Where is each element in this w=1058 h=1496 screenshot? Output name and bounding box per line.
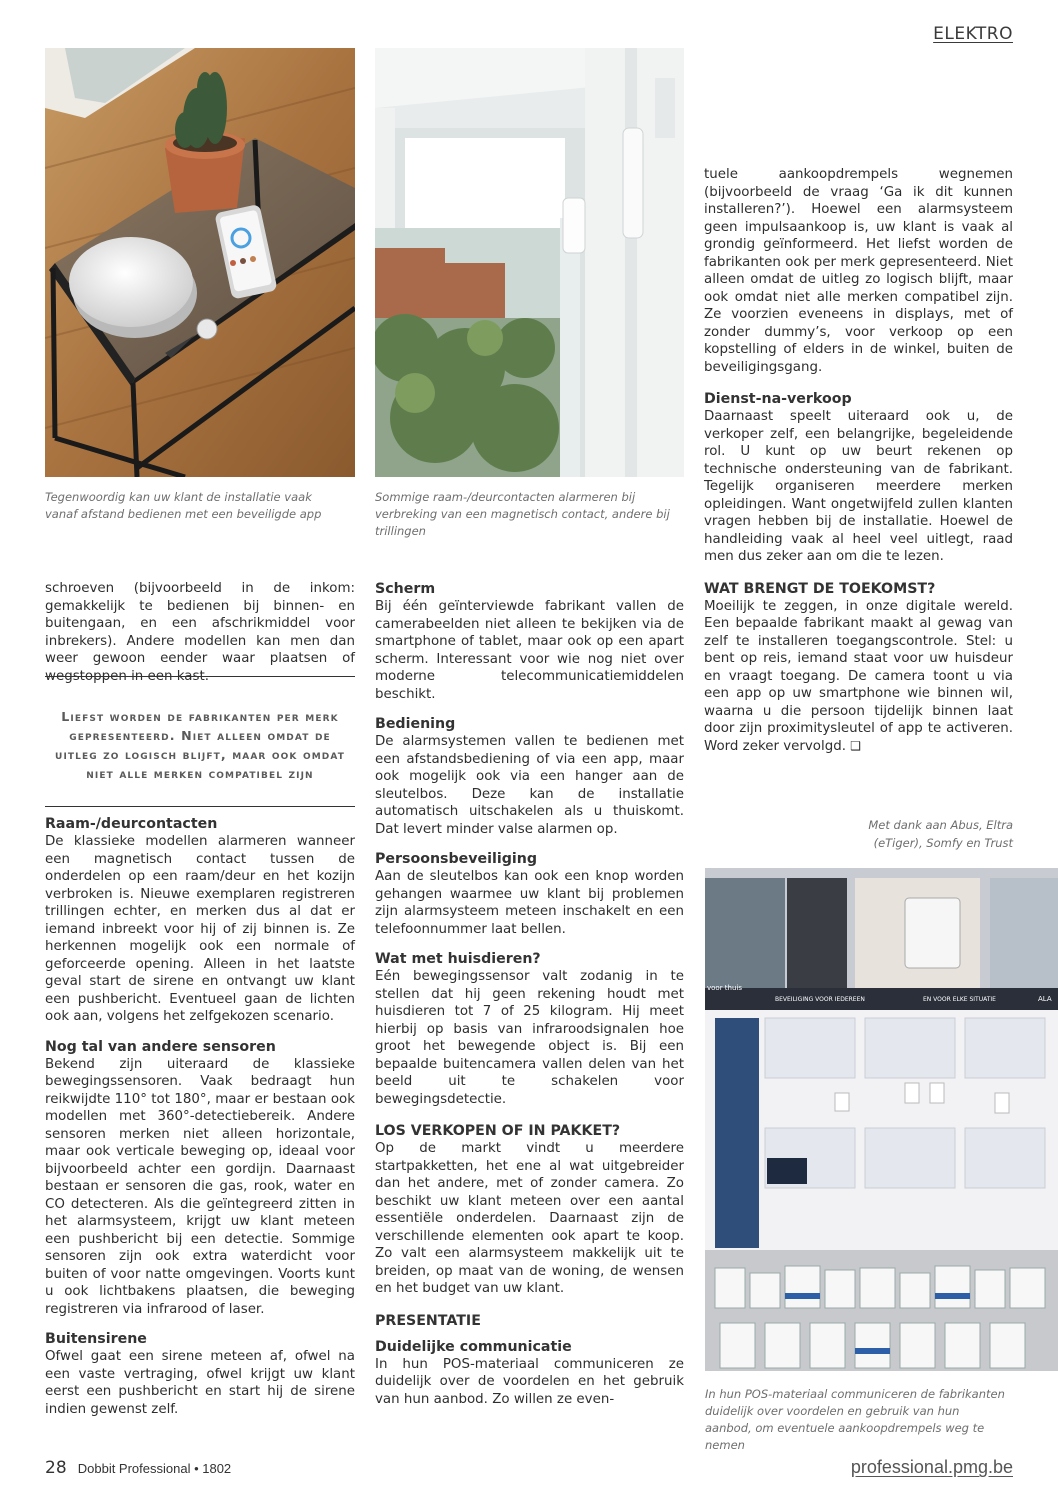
paragraph-los-of-pakket: Op de markt vindt u meerdere startpakketten, het ene al wat uitgebreider dan het andere, met of zonder camera. Zo beschikt uw klant meteen over een aantal essentiële onderdelen. Daarnaast zijn de verschillende elementen ook apart te koop. Zo valt een alarmsysteem makkelijk uit te breiden, op maat van de woning, de wensen en het budget van uw klant. bbox=[375, 1141, 684, 1296]
heading-andere-sensoren: Nog tal van andere sensoren bbox=[45, 1038, 276, 1055]
credits: Met dank aan Abus, Eltra (eTiger), Somfy en Trust bbox=[868, 818, 1013, 850]
photo2-caption: Sommige raam-/deurcontacten alarmeren bij verbreking van een magnetisch contact, andere bij trillingen bbox=[375, 490, 670, 538]
column-2 bbox=[375, 580, 684, 1408]
publication-name: Dobbit Professional • 1802 bbox=[77, 1461, 232, 1476]
column-1-body bbox=[45, 815, 355, 1418]
paragraph-andere-sensoren: Bekend zijn uiteraard de klassieke bewegingssensoren. Vaak bedraagt hun reikwijdte 110° tot 180°, maar er bestaan ook modellen met 360°-detectiebereik. Andere sensoren merken niet alleen horizontale, maar ook verticale beweging op, ideaal voor bijvoorbeeld achter een gordijn. Daarnaast bestaan er sensoren die gas, rook, water en CO detecteren. Als die geïntegreerd zitten in het alarmsysteem, krijgt uw klant meteen een pushbericht bij een detectie. Sommige sensoren zijn ook extra waterdicht voor buiten of voor natte omgevingen. Voorts kunt u ook lichtbakens plaatsen, die beweging registreren via infrarood of laser. bbox=[45, 1056, 355, 1317]
column-3 bbox=[704, 166, 1013, 755]
pull-quote: Liefst worden de fabrikanten per merk gepresenteerd. Niet alleen omdat de uitleg zo logisch blijft, maar ook omdat niet alle merken compatibel zijn bbox=[45, 676, 355, 807]
paragraph-persoonsbeveiliging: Aan de sleutelbos kan ook een knop worden gehangen waarmee uw klant bij problemen zijn alarmsysteem meteen inschakelt en een telefoonnummer laat bellen. bbox=[375, 869, 684, 937]
photo1-caption: Tegenwoordig kan uw klant de installatie vaak vanaf afstand bedienen met een beveiligde app bbox=[45, 490, 322, 521]
paragraph-aankoopdrempels: tuele aankoopdrempels wegnemen (bijvoorbeeld de vraag ‘Ga ik dit kunnen installeren?’). Hoewel een alarmsysteem geen impulsaankoop is, uw klant is vaak al grondig geïnformeerd. Het liefst worden de fabrikanten ook per merk gepresenteerd. Niet alleen omdat de uitleg zo logisch blijft, maar ook omdat niet alle merken compatibel zijn. Ze voorzien eveneens in displays, met of zonder dummy’s, voor verkoop op een kopstelling of elders in de winkel, buiten de beveiligingsgang. bbox=[704, 167, 1013, 375]
heading-dienst-na-verkoop: Dienst-na-verkoop bbox=[704, 391, 852, 407]
paragraph-raam-deurcontacten: De klassieke modellen alarmeren wanneer een magnetisch contact tussen de onderdelen op een raam/deur en het kozijn verbroken is. Nieuwe exemplaren registreren trillingen echter, en merken dus al dat er iemand inbreekt voor hij of zij binnen is. Ze herkennen mogelijk ook een normale of geforceerde opening. Alleen in het laatste geval start de sirene en ontvangt uw klant een pushbericht. Eventueel gaan de lichten ook aan, volgens het zelfgekozen scenario. bbox=[45, 834, 355, 1024]
photo-store-display bbox=[705, 868, 1058, 1371]
heading-bediening: Bediening bbox=[375, 716, 456, 732]
sign-ala: ALA bbox=[1038, 995, 1052, 1003]
heading-huisdieren: Wat met huisdieren? bbox=[375, 951, 541, 967]
sign-voor-thuis: voor thuis bbox=[707, 984, 743, 992]
section-label: ELEKTRO bbox=[933, 24, 1013, 44]
photo-alarm-hub-table bbox=[45, 48, 355, 477]
heading-duidelijke-communicatie: Duidelijke communicatie bbox=[375, 1338, 572, 1355]
paragraph-bediening: De alarmsystemen vallen te bedienen met een afstandsbediening of via een app, maar ook mogelijk ook via een hanger aan de sleutelbos. Deze kan de installatie automatisch uitschakelen als u thuiskomt. Dat levert minder valse alarmen op. bbox=[375, 734, 684, 837]
toekomst-text: Moeilijk te zeggen, in onze digitale wereld. Een bepaalde fabrikant maakt al gewag van zelf te installeren toegangscontrole. Stel: u bent op reis, iemand staat voor uw huisdeur en vraagt toegang. De camera toont u via een app op uw smartphone wie binnen wil, waarna u die persoon tijdelijk binnen laat door zijn proximitysleutel of app te activeren. Word zeker vervolgd. bbox=[704, 598, 1013, 754]
col1-intro-paragraph: schroeven (bijvoorbeeld in de inkom: gemakkelijk te bedienen bij binnen- en buitengaan, en een afschrikmiddel voor inbrekers). Andere modellen kan men dan weer gewoon eender waar plaatsen of wegstoppen in een kast. bbox=[45, 581, 355, 684]
paragraph-toekomst bbox=[704, 598, 1013, 756]
paragraph-huisdieren: Eén bewegingssensor valt zodanig in te stellen dat hij geen rekening houdt met huisdieren tot 7 of 25 kilogram. Hij meet hierbij op basis van infraroodsignalen hoe groot het bewegende object is. Bij een bepaalde buitencamera vallen delen van het beeld uit te schakelen voor bewegingsdetectie. bbox=[375, 969, 684, 1107]
paragraph-dienst-na-verkoop: Daarnaast speelt uiteraard ook u, de verkoper zelf, een belangrijke, begeleidende rol. U kunt op uw beurt rekenen op technische ondersteuning van de fabrikant. Tegelijk organiseren meerdere merken opleidingen. Want ongetwijfeld zullen klanten vragen hebben bij de installatie. Hoewel de handleiding vaak al heel veel uitlegt, raad men dus zeker aan om die te lezen. bbox=[704, 409, 1013, 564]
website-link[interactable]: professional.pmg.be bbox=[850, 1457, 1013, 1477]
sign-elke-situatie: EN VOOR ELKE SITUATIE bbox=[923, 996, 996, 1003]
end-mark-icon: ❑ bbox=[850, 738, 862, 753]
heading-raam-deurcontacten: Raam-/deurcontacten bbox=[45, 816, 218, 832]
sign-beveiliging: BEVEILIGING VOOR IEDEREEN bbox=[775, 996, 865, 1003]
heading-los-of-pakket: LOS VERKOPEN OF IN PAKKET? bbox=[375, 1123, 621, 1139]
photo3-caption: In hun POS-materiaal communiceren de fabrikanten duidelijk over voordelen en gebruik van hun aanbod, om eventuele aankoopdrempels weg te nemen bbox=[705, 1387, 1005, 1452]
heading-toekomst: WAT BRENGT DE TOEKOMST? bbox=[704, 580, 936, 597]
heading-scherm: Scherm bbox=[375, 581, 436, 597]
footer-left bbox=[45, 1458, 231, 1478]
photo-window-contact bbox=[375, 48, 684, 477]
heading-persoonsbeveiliging: Persoonsbeveiliging bbox=[375, 851, 538, 867]
paragraph-scherm: Bij één geïnterviewde fabrikant vallen de camerabeelden niet alleen te bekijken via de smartphone of tablet, maar ook op een apart scherm. Interessant voor wie nog niet over moderne telecommunicatiemiddelen beschikt. bbox=[375, 599, 684, 702]
column-1-top bbox=[45, 580, 355, 685]
page-number: 28 bbox=[45, 1458, 67, 1478]
heading-buitensirene: Buitensirene bbox=[45, 1331, 147, 1347]
heading-presentatie: PRESENTATIE bbox=[375, 1312, 481, 1329]
paragraph-buitensirene: Ofwel gaat een sirene meteen af, ofwel na een vaste vertraging, ofwel krijgt uw klant eerst een pushbericht en start hij de sirene indien gewenst zelf. bbox=[45, 1349, 355, 1417]
paragraph-duidelijke-communicatie: In hun POS-materiaal communiceren ze duidelijk over de voordelen en het gebruik van hun aanbod. Zo willen ze even- bbox=[375, 1356, 684, 1407]
